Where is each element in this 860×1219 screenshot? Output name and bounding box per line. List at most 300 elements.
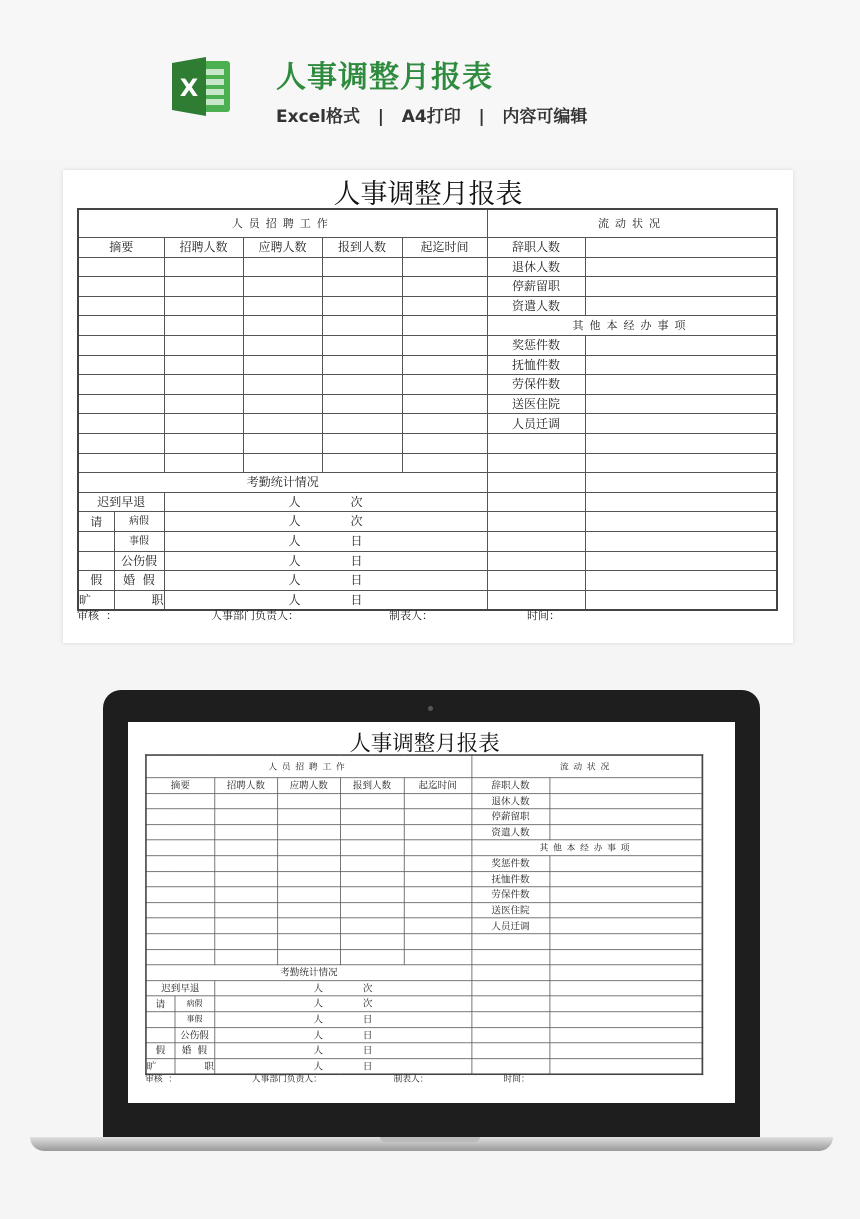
- table-cell: [550, 934, 703, 950]
- table-cell: [402, 277, 487, 297]
- table-cell: [404, 793, 472, 809]
- table-cell: [340, 871, 404, 887]
- table-cell: [78, 335, 164, 355]
- svg-text:X: X: [179, 74, 199, 102]
- table-cell: [214, 871, 277, 887]
- table-cell: 考勤统计情况: [78, 473, 487, 493]
- footer-label: 审核 ：: [145, 1073, 177, 1084]
- table-cell: [404, 825, 472, 841]
- table-cell: [78, 277, 164, 297]
- table-cell: 婚 假: [175, 1043, 215, 1059]
- table-cell: [214, 903, 277, 919]
- table-cell: [146, 1027, 175, 1043]
- table-cell: [404, 918, 472, 934]
- attendance-count: [214, 1043, 471, 1059]
- table-cell: [487, 473, 585, 493]
- unit-count: 日: [350, 592, 363, 607]
- attendance-count: [164, 492, 487, 512]
- table-cell: 辞职人数: [472, 778, 550, 794]
- table-cell: [277, 871, 340, 887]
- sheet-preview: [63, 170, 793, 643]
- table-cell: [402, 335, 487, 355]
- table-cell: 公伤假: [114, 551, 164, 571]
- table-cell: 退休人数: [472, 793, 550, 809]
- table-cell: [322, 335, 402, 355]
- table-cell: [243, 296, 322, 316]
- table-cell: [78, 316, 164, 336]
- table-cell: [214, 840, 277, 856]
- unit-count: 日: [362, 1029, 373, 1041]
- unit-person: 人: [288, 514, 301, 529]
- table-cell: [164, 414, 243, 434]
- table-cell: [404, 809, 472, 825]
- table-cell: [550, 871, 703, 887]
- unit-person: 人: [313, 982, 324, 994]
- table-cell: [340, 887, 404, 903]
- attendance-count: [164, 551, 487, 571]
- footer-label: 人事部门负责人：: [211, 609, 299, 622]
- attendance-row: [146, 1043, 702, 1059]
- table-row: [78, 433, 777, 453]
- table-row: [78, 296, 777, 316]
- header: [0, 0, 860, 160]
- table-row: [78, 394, 777, 414]
- table-cell: [146, 840, 214, 856]
- table-cell: [340, 825, 404, 841]
- table-cell: [78, 355, 164, 375]
- table-cell: [550, 856, 703, 872]
- unit-count: 次: [350, 494, 363, 509]
- table-cell: [78, 414, 164, 434]
- attendance-row: [78, 571, 777, 591]
- table-cell: [585, 355, 777, 375]
- table-cell: [487, 512, 585, 532]
- table-cell: [322, 355, 402, 375]
- table-cell: 摘要: [146, 778, 214, 794]
- attendance-count: [164, 531, 487, 551]
- attendance-row: [78, 531, 777, 551]
- table-cell: [340, 949, 404, 965]
- table-cell: [214, 825, 277, 841]
- footer-label: 时间：: [527, 609, 560, 622]
- table-cell: [214, 934, 277, 950]
- attendance-row: [78, 492, 777, 512]
- table-row: [78, 277, 777, 297]
- table-cell: [487, 551, 585, 571]
- table-cell: [243, 433, 322, 453]
- table-cell: [243, 394, 322, 414]
- table-cell: [277, 949, 340, 965]
- table-cell: 抚恤件数: [472, 871, 550, 887]
- table-cell: [322, 394, 402, 414]
- attendance-count: [214, 1012, 471, 1028]
- table-cell: [146, 903, 214, 919]
- table-cell: [585, 531, 777, 551]
- attendance-count: [214, 1027, 471, 1043]
- excel-icon: [172, 55, 232, 118]
- table-cell: [214, 887, 277, 903]
- table-cell: 退休人数: [487, 257, 585, 277]
- table-cell: [322, 414, 402, 434]
- table-cell: [550, 887, 703, 903]
- table-cell: [472, 1012, 550, 1028]
- table-cell: [146, 871, 214, 887]
- table-cell: 迟到早退: [78, 492, 164, 512]
- table-cell: [550, 996, 703, 1012]
- table-cell: 流动状况: [487, 209, 777, 238]
- table-cell: [340, 856, 404, 872]
- table-cell: [322, 257, 402, 277]
- table-row: [78, 355, 777, 375]
- laptop-screen: [128, 722, 735, 1103]
- table-cell: 停薪留职: [487, 277, 585, 297]
- unit-count: 日: [362, 1044, 373, 1057]
- table-cell: [243, 277, 322, 297]
- unit-person: 人: [313, 1060, 324, 1072]
- table-cell: [78, 296, 164, 316]
- table-row: [146, 755, 702, 778]
- table-row: [146, 918, 702, 934]
- unit-count: 日: [362, 1013, 373, 1025]
- table-cell: 旷: [146, 1058, 175, 1074]
- unit-count: 次: [362, 998, 373, 1010]
- unit-person: 人: [288, 573, 301, 588]
- table-cell: [164, 296, 243, 316]
- table-cell: [146, 949, 214, 965]
- table-cell: [402, 414, 487, 434]
- attendance-row: [146, 1012, 702, 1028]
- table-cell: [78, 433, 164, 453]
- table-cell: [277, 934, 340, 950]
- unit-person: 人: [288, 592, 301, 607]
- table-cell: 奖惩件数: [472, 856, 550, 872]
- table-row: [78, 414, 777, 434]
- table-cell: [340, 793, 404, 809]
- table-cell: [472, 996, 550, 1012]
- table-cell: [404, 949, 472, 965]
- table-cell: 摘要: [78, 238, 164, 258]
- unit-person: 人: [313, 998, 324, 1010]
- table-row: [146, 793, 702, 809]
- table-cell: 请: [78, 512, 114, 532]
- table-cell: 其他本经办事项: [472, 840, 703, 856]
- table-cell: [550, 965, 703, 981]
- unit-person: 人: [288, 533, 301, 548]
- table-cell: [402, 355, 487, 375]
- table-cell: 奖惩件数: [487, 335, 585, 355]
- table-cell: [550, 1043, 703, 1059]
- table-cell: [340, 918, 404, 934]
- table-cell: [402, 394, 487, 414]
- table-cell: [550, 1027, 703, 1043]
- table-cell: [550, 980, 703, 996]
- unit-count: 日: [350, 533, 363, 548]
- table-cell: [585, 296, 777, 316]
- table-cell: [585, 414, 777, 434]
- table-cell: [585, 590, 777, 610]
- table-cell: 劳保件数: [487, 375, 585, 395]
- table-cell: [550, 1012, 703, 1028]
- table-cell: [146, 1012, 175, 1028]
- table-cell: [277, 903, 340, 919]
- table-row: [78, 473, 777, 493]
- footer-label: 时间：: [503, 1073, 530, 1084]
- unit-person: 人: [288, 494, 301, 509]
- table-cell: [277, 793, 340, 809]
- table-cell: 人员招聘工作: [78, 209, 487, 238]
- table-cell: [214, 793, 277, 809]
- sheet-title: 人事调整月报表: [333, 179, 523, 210]
- attendance-row: [146, 980, 702, 996]
- table-cell: [402, 257, 487, 277]
- table-cell: [146, 825, 214, 841]
- table-cell: [277, 809, 340, 825]
- table-cell: 招聘人数: [214, 778, 277, 794]
- attendance-row: [78, 551, 777, 571]
- table-cell: 抚恤件数: [487, 355, 585, 375]
- table-cell: [585, 571, 777, 591]
- table-cell: [585, 433, 777, 453]
- table-cell: 起迄时间: [404, 778, 472, 794]
- table-cell: [550, 778, 703, 794]
- table-cell: 人员迁调: [487, 414, 585, 434]
- table-cell: 送医住院: [472, 903, 550, 919]
- table-cell: [214, 809, 277, 825]
- attendance-count: [214, 996, 471, 1012]
- table-cell: [243, 414, 322, 434]
- table-row: [78, 453, 777, 473]
- table-cell: [550, 825, 703, 841]
- unit-count: 次: [350, 514, 363, 529]
- table-cell: [472, 934, 550, 950]
- table-cell: [146, 809, 214, 825]
- unit-count: 日: [350, 573, 363, 588]
- table-cell: [243, 316, 322, 336]
- table-cell: [164, 394, 243, 414]
- page-subtitle: Excel格式 | A4打印 | 内容可编辑: [276, 107, 588, 127]
- table-cell: [322, 316, 402, 336]
- table-cell: [322, 375, 402, 395]
- unit-person: 人: [313, 1044, 324, 1057]
- table-cell: [585, 394, 777, 414]
- table-row: [146, 778, 702, 794]
- attendance-count: [164, 571, 487, 591]
- table-cell: 停薪留职: [472, 809, 550, 825]
- table-cell: [487, 433, 585, 453]
- table-cell: 请: [146, 996, 175, 1012]
- footer-label: 制表人：: [389, 609, 433, 622]
- table-cell: [243, 257, 322, 277]
- table-cell: [340, 903, 404, 919]
- table-cell: [277, 887, 340, 903]
- table-cell: [404, 887, 472, 903]
- attendance-row: [146, 1027, 702, 1043]
- table-cell: 应聘人数: [243, 238, 322, 258]
- table-cell: 假: [146, 1043, 175, 1059]
- table-cell: [487, 453, 585, 473]
- table-row: [78, 238, 777, 258]
- unit-count: 次: [362, 982, 373, 994]
- footer-label: 人事部门负责人：: [251, 1073, 322, 1084]
- table-row: [146, 809, 702, 825]
- table-cell: 事假: [114, 531, 164, 551]
- table-cell: [585, 453, 777, 473]
- attendance-count: [164, 512, 487, 532]
- table-cell: [243, 453, 322, 473]
- table-row: [78, 209, 777, 238]
- table-cell: [550, 809, 703, 825]
- table-cell: [277, 840, 340, 856]
- table-cell: 送医住院: [487, 394, 585, 414]
- table-cell: [340, 809, 404, 825]
- table-cell: [402, 296, 487, 316]
- table-cell: 招聘人数: [164, 238, 243, 258]
- table-cell: [214, 949, 277, 965]
- table-cell: [550, 918, 703, 934]
- table-row: [78, 375, 777, 395]
- table-row: [146, 856, 702, 872]
- table-cell: [78, 375, 164, 395]
- table-cell: [146, 887, 214, 903]
- laptop-notch: [380, 1137, 480, 1142]
- table-cell: 职: [114, 590, 164, 610]
- table-cell: 资遣人数: [487, 296, 585, 316]
- table-cell: [78, 257, 164, 277]
- table-cell: [164, 355, 243, 375]
- table-cell: [78, 531, 114, 551]
- table-cell: 辞职人数: [487, 238, 585, 258]
- table-cell: [404, 934, 472, 950]
- unit-count: 日: [362, 1060, 373, 1072]
- table-cell: [550, 949, 703, 965]
- table-cell: [585, 473, 777, 493]
- table-cell: [487, 571, 585, 591]
- table-cell: 病假: [114, 512, 164, 532]
- table-cell: 流动状况: [472, 755, 703, 778]
- table-cell: [585, 257, 777, 277]
- attendance-row: [146, 996, 702, 1012]
- unit-count: 日: [350, 553, 363, 568]
- table-cell: [277, 856, 340, 872]
- table-cell: 事假: [175, 1012, 215, 1028]
- table-cell: 应聘人数: [277, 778, 340, 794]
- table-cell: [472, 1043, 550, 1059]
- table-cell: [487, 531, 585, 551]
- table-cell: [550, 903, 703, 919]
- table-cell: [585, 492, 777, 512]
- table-cell: [404, 856, 472, 872]
- table-cell: [78, 394, 164, 414]
- table-cell: 报到人数: [340, 778, 404, 794]
- table-row: [146, 840, 702, 856]
- report-table: [77, 208, 778, 611]
- table-cell: [340, 934, 404, 950]
- table-cell: [585, 375, 777, 395]
- table-cell: 报到人数: [322, 238, 402, 258]
- table-cell: 病假: [175, 996, 215, 1012]
- table-cell: [146, 856, 214, 872]
- table-cell: [472, 949, 550, 965]
- table-cell: [585, 551, 777, 571]
- table-row: [146, 934, 702, 950]
- table-cell: [277, 825, 340, 841]
- table-cell: [214, 918, 277, 934]
- table-cell: [164, 453, 243, 473]
- footer-label: 制表人：: [393, 1073, 429, 1084]
- unit-person: 人: [313, 1029, 324, 1041]
- table-cell: [243, 355, 322, 375]
- table-cell: 公伤假: [175, 1027, 215, 1043]
- table-cell: 婚 假: [114, 571, 164, 591]
- table-cell: [585, 335, 777, 355]
- table-row: [146, 887, 702, 903]
- table-row: [78, 316, 777, 336]
- table-cell: 考勤统计情况: [146, 965, 472, 981]
- table-cell: 人员招聘工作: [146, 755, 472, 778]
- table-cell: [78, 453, 164, 473]
- table-cell: [402, 453, 487, 473]
- table-cell: 其他本经办事项: [487, 316, 777, 336]
- table-row: [146, 949, 702, 965]
- unit-person: 人: [313, 1013, 324, 1025]
- table-cell: [585, 277, 777, 297]
- table-cell: 旷: [78, 590, 114, 610]
- footer-label: 审核 ：: [77, 609, 117, 622]
- table-cell: [322, 277, 402, 297]
- camera-icon: [428, 706, 433, 711]
- table-cell: 职: [175, 1058, 215, 1074]
- attendance-row: [78, 512, 777, 532]
- table-cell: [472, 980, 550, 996]
- table-row: [146, 965, 702, 981]
- table-cell: [164, 375, 243, 395]
- table-cell: [146, 918, 214, 934]
- table-cell: [404, 903, 472, 919]
- table-cell: [322, 296, 402, 316]
- table-row: [78, 257, 777, 277]
- table-cell: 假: [78, 571, 114, 591]
- table-row: [146, 903, 702, 919]
- table-cell: [340, 840, 404, 856]
- table-cell: 劳保件数: [472, 887, 550, 903]
- table-cell: [277, 918, 340, 934]
- table-cell: [472, 965, 550, 981]
- table-cell: [550, 1058, 703, 1074]
- table-cell: [404, 840, 472, 856]
- table-row: [78, 335, 777, 355]
- sheet-title: 人事调整月报表: [349, 731, 500, 756]
- table-cell: 资遣人数: [472, 825, 550, 841]
- table-cell: [146, 793, 214, 809]
- table-cell: [164, 316, 243, 336]
- table-cell: 起迄时间: [402, 238, 487, 258]
- table-cell: [322, 433, 402, 453]
- table-cell: 人员迁调: [472, 918, 550, 934]
- table-row: [146, 871, 702, 887]
- sheet-preview-laptop: [134, 724, 715, 1101]
- unit-person: 人: [288, 553, 301, 568]
- table-cell: [585, 512, 777, 532]
- table-row: [146, 825, 702, 841]
- table-cell: [243, 335, 322, 355]
- table-cell: [78, 551, 114, 571]
- report-table: [145, 754, 703, 1075]
- table-cell: [487, 492, 585, 512]
- page-title: 人事调整月报表: [276, 60, 493, 95]
- table-cell: 迟到早退: [146, 980, 214, 996]
- table-cell: [472, 1027, 550, 1043]
- table-cell: [322, 453, 402, 473]
